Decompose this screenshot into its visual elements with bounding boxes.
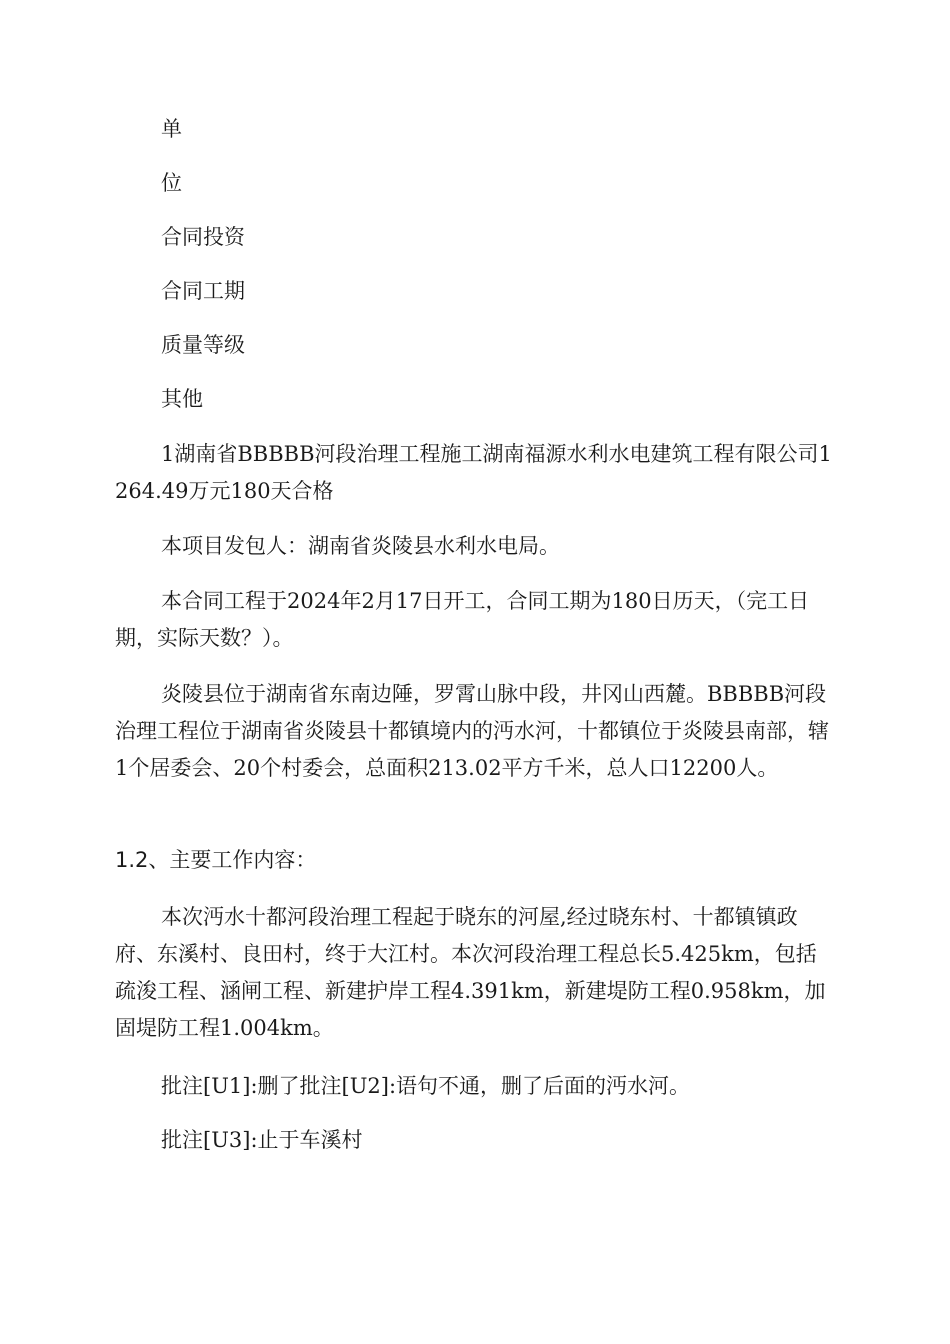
start-date-paragraph: 本合同工程于2024年2月17日开工，合同工期为180日历天，（完工日期，实际天数？）。	[115, 589, 810, 650]
table-header-contract-period: 合同工期	[161, 279, 245, 303]
table-header-unit-1: 单	[161, 117, 182, 141]
project-row-paragraph: 1湖南省BBBBB河段治理工程施工湖南福源水利水电建筑工程有限公司1264.49万元180天合格	[115, 442, 832, 503]
section-heading: 1.2、主要工作内容：	[115, 848, 317, 872]
comment-paragraph-1: 批注[U1]:删了批注[U2]:语句不通，删了后面的沔水河。	[161, 1074, 691, 1098]
location-paragraph: 炎陵县位于湖南省东南边陲，罗霄山脉中段，井冈山西麓。BBBBB河段治理工程位于湖南省炎陵县十都镇境内的沔水河，十都镇位于炎陵县南部，辖1个居委会、20个村委会，总面积213.02平方千米，总人口12200人。	[115, 682, 829, 780]
comment-paragraph-2: 批注[U3]:止于车溪村	[161, 1128, 363, 1152]
table-header-contract-investment: 合同投资	[161, 225, 245, 249]
table-header-other: 其他	[161, 387, 203, 411]
table-header-unit-2: 位	[161, 171, 182, 195]
table-header-quality-grade: 质量等级	[161, 333, 245, 357]
work-content-paragraph: 本次沔水十都河段治理工程起于晓东的河屋,经过晓东村、十都镇镇政府、东溪村、良田村，终于大江村。本次河段治理工程总长5.425km，包括疏浚工程、涵闸工程、新建护岸工程4.391km，新建堤防工程0.958km，加固堤防工程1.004km。	[115, 905, 826, 1040]
employer-paragraph: 本项目发包人：湖南省炎陵县水利水电局。	[161, 534, 560, 558]
